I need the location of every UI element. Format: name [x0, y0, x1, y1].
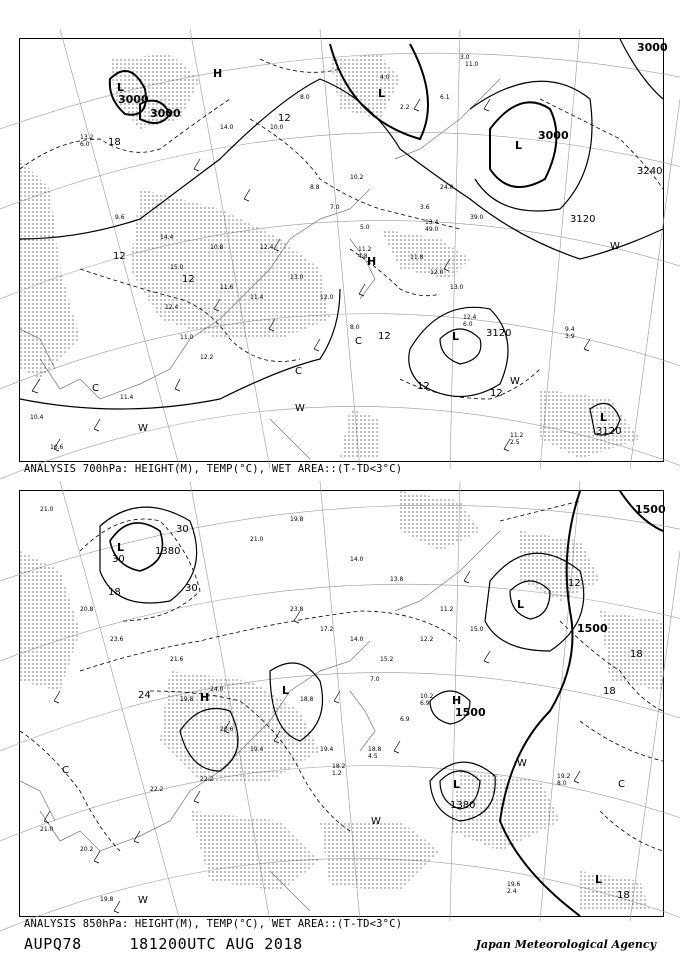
temp-label: 12: [113, 251, 126, 262]
front-letter: C: [92, 383, 99, 394]
svg-text:14.0: 14.0: [220, 124, 234, 131]
svg-text:8.0: 8.0: [350, 324, 360, 331]
front-letter: C: [355, 336, 362, 347]
temp-label: 12: [278, 113, 291, 124]
svg-text:10.4: 10.4: [30, 414, 44, 421]
front-letter: W: [610, 241, 620, 252]
svg-text:14.0: 14.0: [350, 636, 364, 643]
svg-text:19.8: 19.8: [100, 896, 114, 903]
svg-text:6.1: 6.1: [440, 94, 450, 101]
svg-text:15.2: 15.2: [380, 656, 394, 663]
station-value: 4.5: [368, 753, 378, 760]
low-center: L: [117, 541, 125, 554]
svg-text:13.0: 13.0: [290, 274, 304, 281]
low-center: L: [595, 873, 603, 886]
front-letter: C: [62, 765, 69, 776]
station-value: 6.9: [420, 700, 430, 707]
svg-text:10.0: 10.0: [270, 124, 284, 131]
svg-text:21.0: 21.0: [40, 826, 54, 833]
station-value: 9.4: [565, 326, 575, 333]
svg-text:19.8: 19.8: [180, 696, 194, 703]
isotherms: [20, 59, 663, 399]
svg-text:12.0: 12.0: [430, 269, 444, 276]
svg-text:5.0: 5.0: [360, 224, 370, 231]
low-center: L: [378, 87, 386, 100]
temp-label: 12: [417, 381, 430, 392]
station-value: 2.5: [510, 439, 520, 446]
temp-label: 18: [108, 587, 121, 598]
svg-text:18.8: 18.8: [300, 696, 314, 703]
svg-text:17.2: 17.2: [320, 626, 334, 633]
svg-text:11.0: 11.0: [180, 334, 194, 341]
svg-text:11.6: 11.6: [220, 284, 234, 291]
svg-text:12.2: 12.2: [420, 636, 434, 643]
low-center: L: [282, 684, 290, 697]
front-letter: W: [517, 758, 527, 769]
temp-label: 30: [112, 554, 125, 565]
front-letter: C: [618, 779, 625, 790]
height-label: 1500: [577, 622, 608, 635]
height-label: 3000: [637, 41, 668, 54]
low-center: L: [452, 330, 460, 343]
svg-text:19.4: 19.4: [320, 746, 334, 753]
front-letter: W: [138, 895, 148, 906]
svg-text:10.8: 10.8: [210, 244, 224, 251]
temp-label: 12: [378, 331, 391, 342]
low-center: L: [453, 778, 461, 791]
high-center: H: [367, 255, 377, 268]
height-label: 1380: [155, 546, 181, 557]
front-letter: C: [295, 366, 302, 377]
svg-text:14.0: 14.0: [350, 556, 364, 563]
station-value: 2.4: [507, 888, 517, 895]
svg-text:9.6: 9.6: [115, 214, 125, 221]
svg-text:21.6: 21.6: [170, 656, 184, 663]
svg-text:12.0: 12.0: [320, 294, 334, 301]
map-850hpa-canvas: [20, 491, 666, 916]
low-center: L: [517, 598, 525, 611]
low-center: L: [117, 81, 125, 94]
svg-text:12.4: 12.4: [165, 304, 179, 311]
station-value: 6.0: [463, 321, 473, 328]
svg-text:13.0: 13.0: [450, 284, 464, 291]
product-code: AUPQ78: [24, 935, 82, 953]
svg-text:11.4: 11.4: [120, 394, 134, 401]
station-value: 18.8: [368, 746, 382, 753]
height-label: 1500: [635, 503, 666, 516]
low-center: L: [515, 139, 523, 152]
svg-text:11.4: 11.4: [250, 294, 264, 301]
svg-text:12.2: 12.2: [200, 354, 214, 361]
svg-text:20.6: 20.6: [220, 726, 234, 733]
high-center: H: [200, 691, 210, 704]
station-value: 10.2: [420, 693, 434, 700]
svg-text:20.2: 20.2: [80, 846, 94, 853]
station-value: 4.8: [358, 253, 368, 260]
low-center: L: [600, 411, 608, 424]
svg-text:12.4: 12.4: [260, 244, 274, 251]
height-label: 3000: [150, 107, 181, 120]
station-value: 11.2: [358, 246, 372, 253]
front-letter: W: [371, 816, 381, 827]
caption-850hpa: ANALYSIS 850hPa: HEIGHT(M), TEMP(°C), WET AREA::(T-TD<3°C): [24, 918, 403, 930]
temp-label: 18: [108, 137, 121, 148]
svg-text:22.2: 22.2: [200, 776, 214, 783]
station-value: 49.0: [425, 226, 439, 233]
station-value: 11.2: [510, 432, 524, 439]
temp-label: 18: [617, 890, 630, 901]
high-center: H: [213, 67, 223, 80]
svg-text:7.0: 7.0: [370, 676, 380, 683]
map-700hpa-canvas: [20, 39, 668, 461]
height-label: 1500: [455, 706, 486, 719]
svg-text:20.8: 20.8: [80, 606, 94, 613]
svg-text:6.9: 6.9: [400, 716, 410, 723]
svg-text:11.2: 11.2: [440, 606, 454, 613]
map-850hpa: [19, 490, 664, 917]
station-value: 13.4: [425, 219, 439, 226]
height-label: 3120: [570, 214, 596, 225]
svg-text:14.4: 14.4: [160, 234, 174, 241]
height-label: 3120: [486, 328, 512, 339]
svg-text:3.0: 3.0: [460, 54, 470, 61]
front-letter: W: [295, 403, 305, 414]
svg-text:11.8: 11.8: [410, 254, 424, 261]
svg-text:3.6: 3.6: [420, 204, 430, 211]
svg-text:7.0: 7.0: [330, 204, 340, 211]
svg-text:8.8: 8.8: [310, 184, 320, 191]
agency-name: Japan Meteorological Agency: [475, 938, 656, 951]
height-label: 3000: [118, 93, 149, 106]
temp-label: 12: [490, 388, 503, 399]
svg-text:19.4: 19.4: [250, 746, 264, 753]
svg-text:23.6: 23.6: [110, 636, 124, 643]
svg-text:21.0: 21.0: [250, 536, 264, 543]
svg-text:19.8: 19.8: [290, 516, 304, 523]
caption-700hpa: ANALYSIS 700hPa: HEIGHT(M), TEMP(°C), WET AREA::(T-TD<3°C): [24, 463, 403, 475]
height-label: 3000: [538, 129, 569, 142]
front-letter: W: [138, 423, 148, 434]
svg-text:4.0: 4.0: [380, 74, 390, 81]
product-header: [24, 935, 341, 953]
svg-text:11.0: 11.0: [465, 61, 479, 68]
svg-text:6.0: 6.0: [80, 141, 90, 148]
svg-text:13.2: 13.2: [80, 134, 94, 141]
station-value: 19.2: [557, 773, 571, 780]
station-value: 1.2: [332, 770, 342, 777]
temp-label: 30: [176, 524, 189, 535]
svg-text:13.8: 13.8: [390, 576, 404, 583]
height-label: 3120: [596, 426, 622, 437]
svg-text:10.2: 10.2: [350, 174, 364, 181]
svg-text:39.0: 39.0: [470, 214, 484, 221]
svg-text:23.8: 23.8: [290, 606, 304, 613]
svg-text:10.6: 10.6: [50, 444, 64, 451]
svg-text:24.0: 24.0: [440, 184, 454, 191]
high-center: H: [452, 694, 462, 707]
temp-label: 12: [568, 578, 581, 589]
front-letter: W: [510, 376, 520, 387]
svg-text:2.2: 2.2: [400, 104, 410, 111]
temp-label: 18: [630, 649, 643, 660]
svg-text:24.0: 24.0: [210, 686, 224, 693]
temp-label: 12: [182, 274, 195, 285]
station-value: 8.0: [557, 780, 567, 787]
map-700hpa: [19, 38, 668, 462]
station-value: 19.6: [507, 881, 521, 888]
svg-text:21.0: 21.0: [40, 506, 54, 513]
temp-label: 30: [185, 583, 198, 594]
height-label: 3240: [637, 166, 663, 177]
station-value: 12.4: [463, 314, 477, 321]
height-label: 1380: [450, 800, 476, 811]
temp-label: 18: [603, 686, 616, 697]
valid-time: 181200UTC AUG 2018: [129, 935, 303, 953]
svg-text:8.0: 8.0: [300, 94, 310, 101]
station-value: 3.9: [565, 333, 575, 340]
station-value: 18.2: [332, 763, 346, 770]
temp-label: 24: [138, 690, 151, 701]
svg-text:22.2: 22.2: [150, 786, 164, 793]
svg-text:15.0: 15.0: [170, 264, 184, 271]
svg-text:15.0: 15.0: [470, 626, 484, 633]
